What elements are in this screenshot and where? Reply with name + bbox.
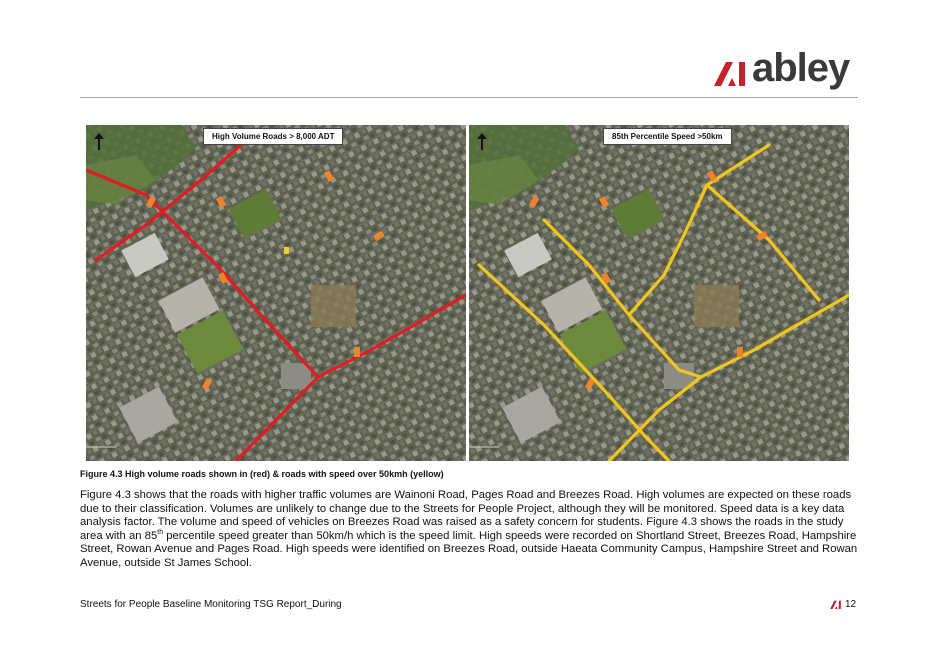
figure-caption: Figure 4.3 High volume roads shown in (red) & roads with speed over 50kmh (yellow) [80, 469, 444, 479]
body-paragraph [80, 489, 860, 570]
abley-mark-icon [714, 60, 748, 86]
north-arrow-icon [93, 133, 105, 151]
body-text-part1: Figure 4.3 shows that the roads with higher traffic volumes are Wainoni Road, Pages Road and Breezes Road. High volumes are expected on these roads due to their classification. Volumes are unlikely to change due to the Streets for People Project, although they will be monitored. Speed data is a key data analysis factor. The volume and speed of vehicles on Breezes Road was raised as a safety concern for students. Figure 4.3 shows the roads in the study area with an 85 [80, 489, 852, 542]
body-text-part2: percentile speed greater than 50km/h which is the speed limit. High speeds were recorded on Shortland Street, Breezes Road, Hampshire Street, Rowan Avenue and Pages Road. High speeds were identified on Breezes Road, outside Haeata Community Campus, Hampshire Street and Rowan Avenue, outside St James School. [80, 529, 858, 569]
footer-page [830, 599, 856, 610]
body-superscript: th [157, 528, 164, 536]
high-volume-roads-map [86, 125, 466, 461]
aerial-map-image [86, 125, 466, 461]
north-arrow-icon [476, 133, 488, 151]
aerial-map-image [469, 125, 849, 461]
header-divider [80, 97, 858, 98]
footer-report-title: Streets for People Baseline Monitoring TSG Report_During [80, 599, 342, 610]
speed-roads-map [469, 125, 849, 461]
logo-wordmark: abley [752, 46, 850, 90]
abley-mark-icon [830, 600, 842, 609]
abley-logo [714, 46, 850, 90]
page-number: 12 [845, 599, 857, 610]
map-label-high-volume: High Volume Roads > 8,000 ADT [203, 128, 343, 145]
map-label-speed: 85th Percentile Speed >50km [603, 128, 732, 145]
